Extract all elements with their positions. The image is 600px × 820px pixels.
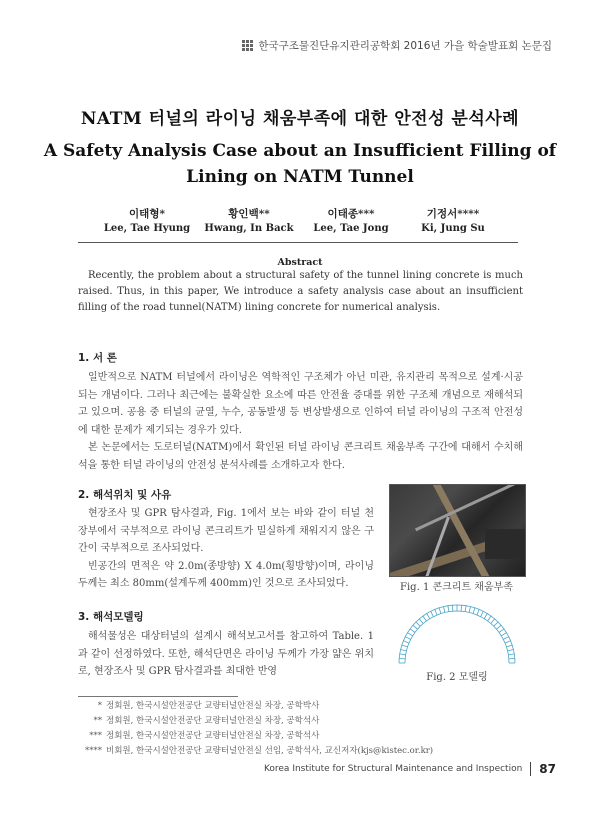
author-ko: 기정서**** (426, 208, 480, 220)
paragraph: 일반적으로 NATM 터널에서 라이닝은 역학적인 구조체가 아닌 미관, 유지관리 목적으로 설계·시공되는 개념이다. 그러나 최근에는 불확실한 요소에 따른 안전율 증대를 위한 구조체 개념으로 재해석되고 있으며. 공용 중 터널의 균열, 누수, 공동발생 등 변상발생으로 인하여 터널 라이닝의 구조적 안전성에 대한 문제가 제기되는 경우가 있다. (78, 372, 523, 436)
mesh-line (444, 607, 445, 613)
section-3-body (78, 628, 374, 681)
mesh-line (503, 637, 508, 640)
mesh-line (427, 614, 430, 619)
figure-2-model (382, 601, 532, 665)
lining-boundary (399, 605, 515, 663)
title-english-line-1: A Safety Analysis Case about an Insufficient Filling of (43, 141, 557, 161)
mesh-line (473, 608, 475, 614)
footnote: * 정회원, 한국시설안전공단 교량터널안전실 차장, 공학박사 (97, 701, 320, 711)
mesh-line (408, 633, 413, 636)
author-ko: 이태형* (129, 208, 165, 220)
mesh-line (400, 654, 406, 655)
section-2-body (78, 505, 374, 593)
mesh-line (509, 658, 515, 659)
mesh-line (399, 658, 405, 659)
authors-english (0, 223, 600, 234)
title-english-line-2: Lining on NATM Tunnel (186, 167, 414, 187)
abstract-text: Recently, the problem about a structural safety of the tunnel lining concrete is much raised. Thus, in this paper, We introduce a safety analysis case about an insufficient filling of the road tunnel(NATM) lining concrete for numerical analysis. (78, 270, 523, 313)
paragraph: 빈공간의 면적은 약 2.0m(종방향) X 4.0m(횡방향)이며, 라이닝 두께는 최소 80mm(설계두께 400mm)인 것으로 조사되었다. (78, 560, 374, 589)
author-ko: 이태종*** (327, 208, 375, 220)
footer-org: Korea Institute for Structural Maintenance and Inspection (263, 764, 523, 774)
lining-boundary (405, 611, 509, 663)
mesh-line (452, 605, 453, 611)
author-en: Ki, Jung Su (421, 223, 485, 234)
paragraph: 본 논문에서는 도로터널(NATM)에서 확인된 터널 라이닝 콘크리트 채움부족 구간에 대해서 수치해석을 통한 터널 라이닝의 안전성 분석사례를 소개하고자 한다. (78, 442, 523, 471)
footnotes (78, 699, 433, 759)
page-footer (264, 762, 556, 776)
figure-2-caption: Fig. 2 모델링 (426, 672, 488, 683)
mesh-line (508, 654, 514, 655)
running-header (242, 38, 552, 53)
author-ko: 황인백** (228, 208, 270, 220)
mesh-line (501, 633, 506, 636)
authors-korean (0, 206, 600, 221)
mesh-line (491, 619, 495, 624)
mesh-line (494, 622, 498, 626)
mesh-line (448, 606, 449, 612)
mesh-line (403, 641, 409, 643)
mesh-line (477, 609, 479, 615)
section-3-heading: 3. 해석모델링 (78, 611, 144, 623)
grid-bullet-icon (242, 40, 253, 51)
divider (78, 242, 518, 243)
footnote-divider (78, 696, 238, 697)
mesh-line (465, 606, 466, 612)
mesh-line (469, 607, 470, 613)
header-text: 한국구조물진단유지관리공학회 2016년 가을 학술발표회 논문집 (258, 40, 552, 52)
author-en: Hwang, In Back (204, 223, 294, 234)
figure-1-photo (389, 484, 526, 577)
mesh-line (461, 605, 462, 611)
mesh-line (419, 619, 423, 624)
mesh-line (402, 645, 408, 647)
abstract-heading: Abstract (277, 257, 323, 268)
author-en: Lee, Tae Hyung (103, 223, 191, 234)
mesh-line (423, 616, 427, 621)
author-en: Lee, Tae Jong (313, 223, 389, 234)
section-1-heading: 1. 서 론 (78, 352, 117, 364)
footnote: **** 비회원, 한국시설안전공단 교량터널안전실 선임, 공학석사, 교신저자(kjs@kistec.or.kr) (85, 746, 434, 756)
page-number: 87 (539, 762, 556, 776)
mesh-line (405, 637, 410, 640)
mesh-line (488, 616, 492, 621)
title-english (0, 138, 600, 190)
mesh-line (499, 629, 504, 633)
section-2-heading: 2. 해석위치 및 사유 (78, 489, 172, 501)
footer-separator (530, 762, 531, 776)
mesh-line (413, 625, 418, 629)
mesh-line (410, 629, 415, 633)
mesh-line (416, 622, 420, 626)
mesh-line (435, 609, 437, 615)
mesh-line (401, 650, 407, 651)
paragraph: 해석물성은 대상터널의 설계시 해석보고서를 참고하여 Table. 1과 같이 선정하였다. 또한, 해석단면은 라이닝 두께가 가장 얇은 위치로, 현장조사 및 GPR 탐사결과를 최대한 반영 (78, 631, 374, 677)
mesh-line (508, 650, 514, 651)
mesh-line (505, 641, 511, 643)
title-korean: NATM 터널의 라이닝 채움부족에 대한 안전성 분석사례 (80, 109, 520, 129)
mesh-line (507, 645, 513, 647)
footnote: *** 정회원, 한국시설안전공단 교량터널안전실 차장, 공학석사 (89, 731, 320, 741)
mesh-line (497, 625, 502, 629)
mesh-line (439, 608, 441, 614)
footnote: ** 정회원, 한국시설안전공단 교량터널안전실 차장, 공학석사 (93, 716, 320, 726)
mesh-line (481, 611, 484, 616)
mesh-line (431, 611, 434, 616)
section-1-body (78, 369, 523, 474)
figure-1-caption: Fig. 1 콘크리트 채움부족 (400, 582, 513, 593)
paragraph: 현장조사 및 GPR 탐사결과, Fig. 1에서 보는 바와 같이 터널 천장부에서 국부적으로 라이닝 콘크리트가 밀실하게 채워지지 않은 구간이 국부적으로 조사되었다. (78, 508, 374, 554)
mesh-line (484, 614, 487, 619)
